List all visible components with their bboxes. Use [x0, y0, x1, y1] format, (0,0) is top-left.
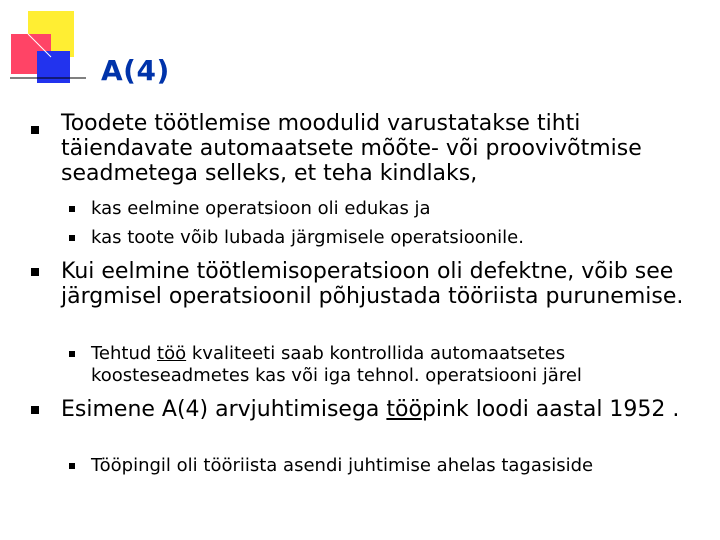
text-segment: Tehtud: [91, 343, 158, 364]
bullet-marker: [31, 126, 39, 134]
text-segment: pink loodi aastal 1952 .: [421, 397, 680, 422]
sub-bullet-marker: [69, 206, 75, 212]
slide-title: A(4): [101, 54, 170, 87]
bullet-marker: [31, 268, 39, 276]
underlined-word: töö: [386, 397, 422, 422]
sub-bullet-marker: [69, 235, 75, 241]
bullet-3-text: [61, 397, 711, 422]
bullet-3-sub-1: Tööpingil oli tööriista asendi juhtimise ahelas tagasiside: [91, 455, 594, 476]
sub-bullet-marker: [69, 351, 75, 357]
bullet-1-sub-2: kas toote võib lubada järgmisele operatsioonile.: [91, 227, 524, 248]
sub-bullet-marker: [69, 463, 75, 469]
bullet-2-sub-1: [91, 343, 711, 387]
bullet-2-text: Kui eelmine töötlemisoperatsioon oli defektne, võib see järgmisel operatsioonil põhjustada tööriista purunemise.: [61, 259, 684, 309]
bullet-1-text: Toodete töötlemise moodulid varustatakse tihti täiendavate automaatsete mõõte- või proovivõtmise seadmetega selleks, et teha kindlaks,: [61, 111, 642, 186]
slide-logo-icon: [0, 0, 90, 90]
bullet-marker: [31, 406, 39, 414]
text-segment: Esimene A(4) arvjuhtimisega: [61, 397, 387, 422]
text-segment: kvaliteeti saab kontrollida automaatsetes koosteseadmetes kas või iga tehnol. operatsiooni järel: [91, 343, 582, 386]
underlined-word: töö: [157, 343, 187, 364]
bullet-1-sub-1: kas eelmine operatsioon oli edukas ja: [91, 198, 431, 219]
